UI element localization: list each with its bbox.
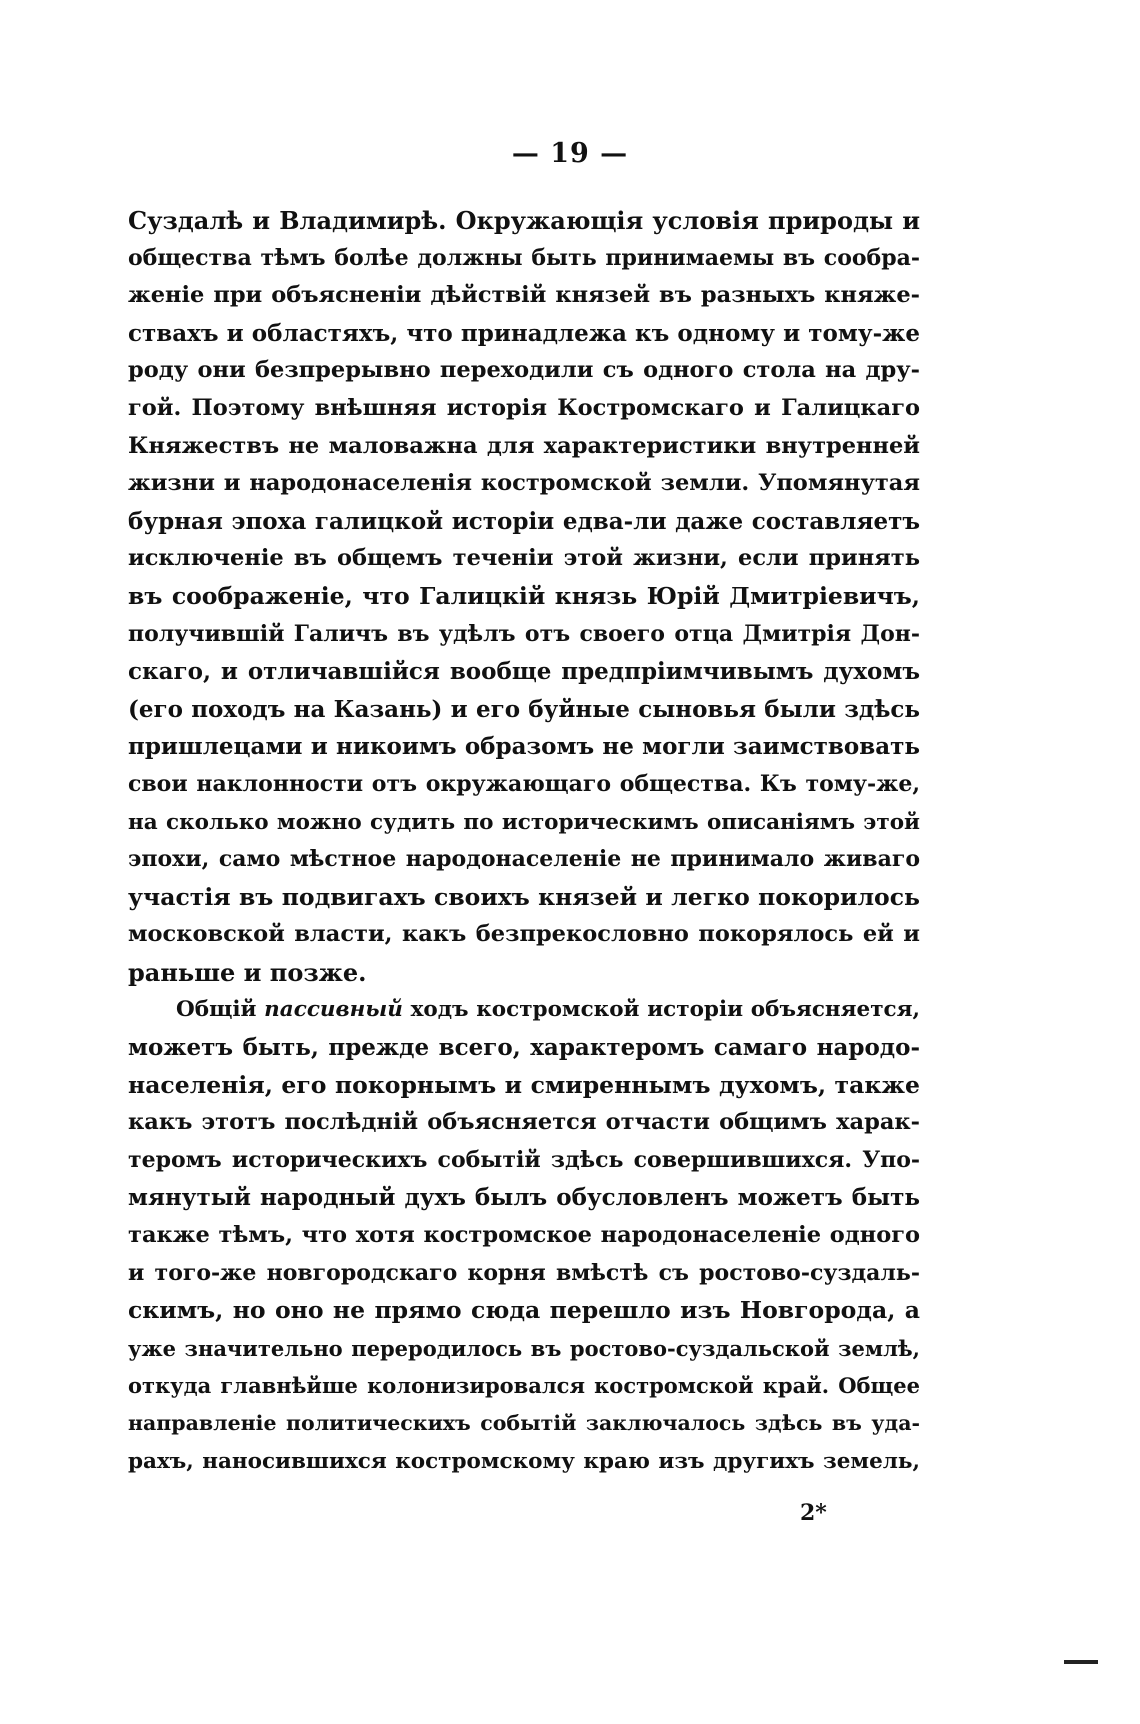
- text-line: ствахъ и областяхъ, что принадлежа къ одному и тому-же: [128, 319, 920, 347]
- text-line: раньше и позже.: [128, 957, 367, 987]
- text-line: получившій Галичъ въ удѣлъ отъ своего отца Дмитрія Дон-: [128, 620, 920, 647]
- text-line: женіе при объясненіи дѣйствій князей въ разныхъ княже-: [128, 282, 920, 309]
- text-line: населенія, его покорнымъ и смиреннымъ духомъ, также: [128, 1070, 920, 1099]
- text-line-first: [128, 991, 920, 1029]
- margin-mark: [1064, 1660, 1098, 1664]
- paragraph-2: [128, 991, 920, 1480]
- paragraph-1: [128, 202, 920, 991]
- text-line: на сколько можно судить по историческимъ описаніямъ этой: [128, 809, 920, 835]
- text-line: эпохи, само мѣстное народонаселеніе не принимало живаго: [128, 846, 920, 873]
- text-line: откуда главнѣйше колонизировался костромской край. Общее: [128, 1373, 920, 1399]
- text-line: Суздалѣ и Владимирѣ. Окружающія условія природы и: [128, 206, 920, 235]
- printer-signature: 2*: [800, 1500, 827, 1526]
- text-line: теромъ историческихъ событій здѣсь совершившихся. Упо-: [128, 1146, 920, 1173]
- text-line: роду они безпрерывно переходили съ одного стола на дру-: [128, 357, 920, 384]
- text-line: также тѣмъ, что хотя костромское народонаселеніе одного: [128, 1222, 920, 1249]
- text-line: какъ этотъ послѣдній объясняется отчасти общимъ харак-: [128, 1109, 920, 1136]
- text-line: московской власти, какъ безпрекословно покорялось ей и: [128, 921, 920, 948]
- text-line: уже значительно переродилось въ ростово-суздальской землѣ,: [128, 1335, 920, 1361]
- text-line: гой. Поэтому внѣшняя исторія Костромскаго и Галицкаго: [128, 394, 920, 421]
- text-line: можетъ быть, прежде всего, характеромъ самаго народо-: [128, 1034, 920, 1062]
- text-line: свои наклонности отъ окружающаго общества. Къ тому-же,: [128, 770, 920, 797]
- page-number: — 19 —: [511, 138, 629, 169]
- text-line: скимъ, но оно не прямо сюда перешло изъ Новгорода, а: [128, 1296, 920, 1325]
- text-line: участія въ подвигахъ своихъ князей и легко покорилось: [128, 882, 920, 911]
- text-line: жизни и народонаселенія костромской земли. Упомянутая: [128, 470, 920, 497]
- emphasized-word: пассивный: [264, 997, 403, 1023]
- text-line: бурная эпоха галицкой исторіи едва-ли даже составляетъ: [128, 507, 920, 535]
- text-line: направленіе политическихъ событій заключалось здѣсь въ уда-: [128, 1411, 920, 1435]
- text-run: Общій: [176, 997, 265, 1023]
- text-line: (его походъ на Казань) и его буйные сыновья были здѣсь: [128, 695, 920, 723]
- text-line: Княжествъ не маловажна для характеристики внутренней: [128, 432, 920, 459]
- text-line: скаго, и отличавшійся вообще предпріимчивымъ духомъ: [128, 658, 920, 686]
- text-line: исключеніе въ общемъ теченіи этой жизни, если принять: [128, 545, 920, 572]
- text-line: общества тѣмъ болѣе должны быть принимаемы въ сообра-: [128, 244, 920, 271]
- text-line: мянутый народный духъ былъ обусловленъ можетъ быть: [128, 1184, 920, 1212]
- text-run: ходъ костромской исторіи объясняется,: [402, 997, 921, 1023]
- body-text: [128, 202, 920, 1480]
- text-line: пришлецами и никоимъ образомъ не могли заимствовать: [128, 733, 920, 761]
- text-line: въ соображеніе, что Галицкій князь Юрій Дмитріевичъ,: [128, 581, 920, 610]
- text-line: и того-же новгородскаго корня вмѣстѣ съ ростово-суздаль-: [128, 1259, 920, 1286]
- text-line: рахъ, наносившихся костромскому краю изъ другихъ земель,: [128, 1448, 920, 1474]
